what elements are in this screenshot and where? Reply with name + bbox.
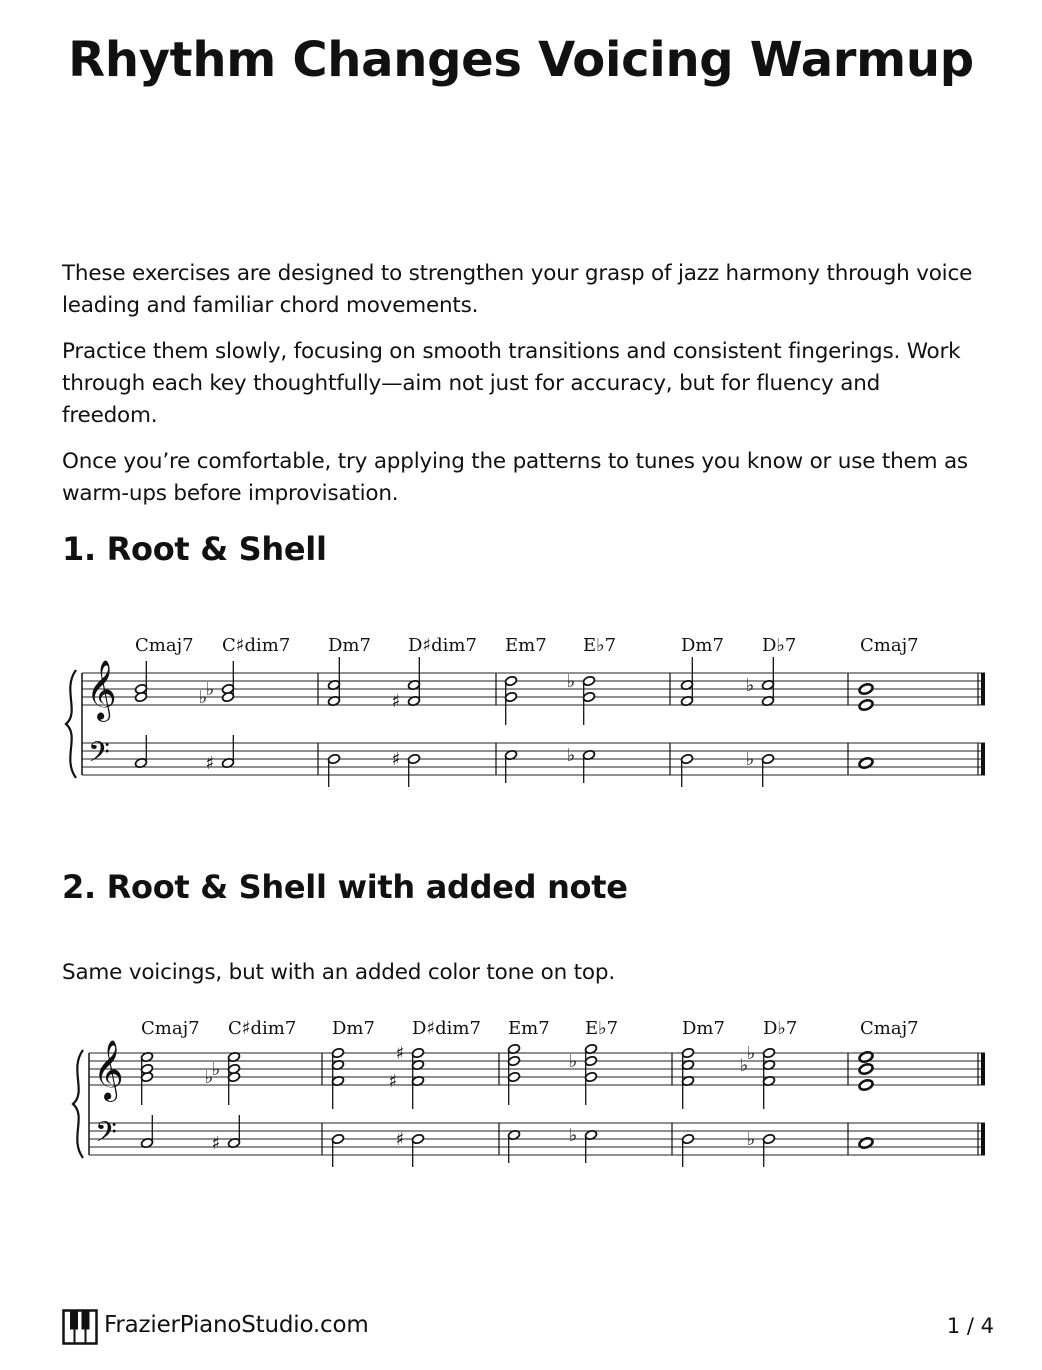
- piano-keys-icon: [62, 1309, 98, 1345]
- sharp-accidental: ♯: [391, 749, 401, 770]
- treble-note-head: [411, 1047, 424, 1058]
- chord-symbol: Dm7: [332, 1018, 375, 1039]
- chord-symbol: C♯dim7: [228, 1018, 297, 1039]
- page-title: Rhythm Changes Voicing Warmup: [68, 32, 974, 88]
- bass-clef-icon: 𝄢: [88, 736, 110, 776]
- score-section-1: [0, 625, 1042, 810]
- treble-note-head: [504, 675, 517, 686]
- chord-symbol: Cmaj7: [860, 635, 919, 656]
- chord-symbol: Cmaj7: [860, 1018, 919, 1039]
- chord-symbol: D♭7: [763, 1018, 798, 1039]
- flat-accidental: ♭: [568, 1051, 578, 1072]
- treble-note-head: [507, 1055, 520, 1066]
- chord-symbol: Cmaj7: [135, 635, 194, 656]
- chord-symbol: C♯dim7: [222, 635, 291, 656]
- chord-symbol: E♭7: [583, 635, 617, 656]
- treble-note-head: [507, 1071, 520, 1082]
- bass-note-head: [762, 1133, 775, 1144]
- chord-symbol: Dm7: [682, 1018, 725, 1039]
- grand-staff-2: [0, 1010, 1042, 1190]
- page-number: 1 / 4: [946, 1314, 994, 1338]
- intro-paragraph-1: These exercises are designed to strengthen your grasp of jazz harmony through voice leading and familiar chord movements.: [62, 261, 973, 318]
- grand-staff-1: [0, 625, 1042, 810]
- section-1-title: 1. Root & Shell: [62, 530, 327, 568]
- section-2-title: 2. Root & Shell with added note: [62, 868, 628, 906]
- section-2-description: Same voicings, but with an added color tone on top.: [62, 960, 615, 985]
- treble-note-head: [584, 1055, 597, 1066]
- intro-paragraph-2: Practice them slowly, focusing on smooth transitions and consistent fingerings. Work through each key thoughtfully—aim not just for accuracy, but for fluency and freedom.: [62, 339, 961, 428]
- flat-accidental: ♭: [566, 671, 576, 692]
- brace: [73, 1050, 83, 1158]
- bass-clef-icon: 𝄢: [95, 1116, 117, 1156]
- flat-accidental: ♭: [746, 1129, 756, 1150]
- footer-site-link[interactable]: FrazierPianoStudio.com: [104, 1312, 369, 1338]
- flat-accidental: ♭: [566, 745, 576, 766]
- intro-paragraph-3: Once you’re comfortable, try applying the patterns to tunes you know or use them as warm-ups before improvisation.: [62, 449, 968, 506]
- treble-note-head: [858, 699, 874, 712]
- flat-accidental: ♭: [198, 687, 208, 708]
- treble-note-head: [762, 1047, 775, 1058]
- intro-text: [62, 258, 982, 524]
- chord-symbol: Em7: [508, 1018, 550, 1039]
- sharp-accidental: ♯: [395, 1043, 405, 1064]
- bass-note-head: [327, 753, 340, 764]
- sharp-accidental: ♯: [205, 753, 215, 774]
- chord-symbol: D♯dim7: [408, 635, 477, 656]
- sharp-accidental: ♯: [395, 1129, 405, 1150]
- bass-note-head: [680, 753, 693, 764]
- chord-symbol: Dm7: [328, 635, 371, 656]
- treble-note-head: [331, 1047, 344, 1058]
- treble-note-head: [582, 691, 595, 702]
- flat-accidental: ♭: [745, 749, 755, 770]
- flat-accidental: ♭: [568, 1125, 578, 1146]
- treble-clef-icon: 𝄞: [93, 1040, 124, 1100]
- treble-note-head: [858, 683, 874, 696]
- score-section-2: [0, 1010, 1042, 1190]
- brace: [66, 670, 76, 778]
- bass-note-head: [411, 1133, 424, 1144]
- treble-clef-icon: 𝄞: [86, 660, 117, 720]
- flat-accidental: ♭: [745, 675, 755, 696]
- sharp-accidental: ♯: [211, 1133, 221, 1154]
- flat-accidental: ♭: [204, 1067, 214, 1088]
- treble-note-head: [858, 1079, 874, 1092]
- bass-note-head: [331, 1133, 344, 1144]
- bass-note-head: [407, 753, 420, 764]
- flat-accidental: ♭: [746, 1043, 756, 1064]
- treble-note-head: [681, 1047, 694, 1058]
- sharp-accidental: ♯: [388, 1071, 398, 1092]
- flat-accidental: ♭: [739, 1055, 749, 1076]
- treble-note-head: [858, 1063, 874, 1076]
- treble-note-head: [582, 675, 595, 686]
- flat-accidental: ♭: [205, 679, 215, 700]
- chord-symbol: D♯dim7: [412, 1018, 481, 1039]
- chord-symbol: E♭7: [585, 1018, 619, 1039]
- sharp-accidental: ♯: [391, 691, 401, 712]
- chord-symbol: Cmaj7: [141, 1018, 200, 1039]
- treble-note-head: [584, 1071, 597, 1082]
- flat-accidental: ♭: [211, 1059, 221, 1080]
- bass-note-head: [761, 753, 774, 764]
- chord-symbol: Em7: [505, 635, 547, 656]
- treble-note-head: [504, 691, 517, 702]
- chord-symbol: D♭7: [762, 635, 797, 656]
- chord-symbol: Dm7: [681, 635, 724, 656]
- bass-note-head: [681, 1133, 694, 1144]
